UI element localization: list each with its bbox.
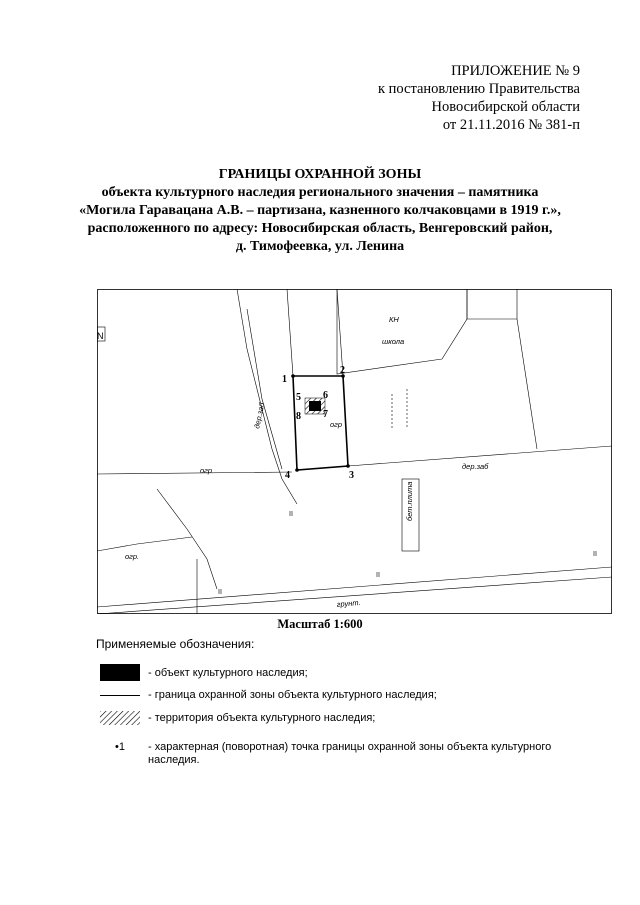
- north-label: N: [97, 331, 104, 341]
- road-edge-left: [287, 289, 293, 376]
- legend-text: - характерная (поворотная) точка границы охранной зоны объекта культурного наследия.: [148, 741, 552, 766]
- label-bet-plita: бет.плита: [405, 481, 414, 521]
- point-label-7: 7: [323, 409, 328, 420]
- right-building-outline: [467, 289, 517, 319]
- legend-symbol-solid-line: [100, 695, 140, 696]
- map-frame: [98, 290, 612, 614]
- map-scale: Масштаб 1:600: [277, 617, 363, 631]
- lower-left-fence-2: [97, 537, 192, 551]
- dirt-road-edge-2: [97, 577, 612, 614]
- lower-left-fence: [157, 489, 217, 589]
- title-heading: ГРАНИЦЫ ОХРАННОЙ ЗОНЫ: [218, 167, 422, 182]
- heritage-object: [309, 401, 321, 411]
- appendix-number: ПРИЛОЖЕНИЕ № 9: [451, 63, 580, 79]
- school-building-outline: [337, 289, 467, 374]
- point-label-2: 2: [340, 365, 345, 376]
- point-label-8: 8: [296, 411, 301, 422]
- point-label-6: 6: [323, 390, 328, 401]
- point-label-5: 5: [296, 392, 301, 403]
- point-label-1: 1: [282, 374, 287, 385]
- label-grunt: грунт.: [336, 597, 361, 609]
- legend-symbol-point: •1: [115, 741, 125, 753]
- label-der-zab-left: дер.заб: [252, 401, 267, 430]
- appendix-region: Новосибирской области: [431, 99, 580, 115]
- label-ogr-small: огр: [330, 420, 343, 429]
- document-title: [0, 166, 640, 256]
- legend-symbol-black-fill: [100, 664, 140, 681]
- title-line-2: объекта культурного наследия регионального значения – памятника: [101, 185, 539, 200]
- boundary-point-3: [346, 464, 350, 468]
- title-line-3: «Могила Гаравацана А.В. – партизана, казненного колчаковцами в 1919 г.»,: [79, 203, 561, 218]
- label-der-zab-right: дер.заб: [462, 462, 489, 471]
- point-label-3: 3: [349, 470, 354, 481]
- appendix-block: [378, 62, 580, 134]
- legend-text: - объект культурного наследия;: [148, 667, 308, 679]
- title-line-5: д. Тимофеевка, ул. Ленина: [235, 239, 405, 254]
- label-ogr-bottom: огр.: [125, 552, 140, 561]
- title-line-4: расположенного по адресу: Новосибирская область, Венгеровский район,: [87, 221, 553, 236]
- label-ogr-left: огр: [200, 466, 213, 475]
- road-edge-right: [337, 289, 343, 376]
- label-kn: КН: [389, 315, 399, 324]
- boundary-point-1: [291, 374, 295, 378]
- appendix-date: от 21.11.2016 № 381-п: [442, 117, 580, 133]
- point-label-4: 4: [285, 470, 290, 481]
- fence-left: [97, 472, 292, 474]
- appendix-decree: к постановлению Правительства: [378, 81, 580, 97]
- legend-text: - граница охранной зоны объекта культурного наследия;: [148, 689, 437, 701]
- site-plan-map: [97, 289, 612, 614]
- legend-text: - территория объекта культурного наследия;: [148, 712, 376, 724]
- legend-title: Применяемые обозначения:: [96, 637, 255, 651]
- boundary-point-4: [295, 468, 299, 472]
- left-fence-2: [247, 309, 282, 469]
- right-boundary-line: [517, 319, 537, 449]
- legend-symbol-hatch: [100, 711, 140, 725]
- label-school: школа: [382, 337, 405, 346]
